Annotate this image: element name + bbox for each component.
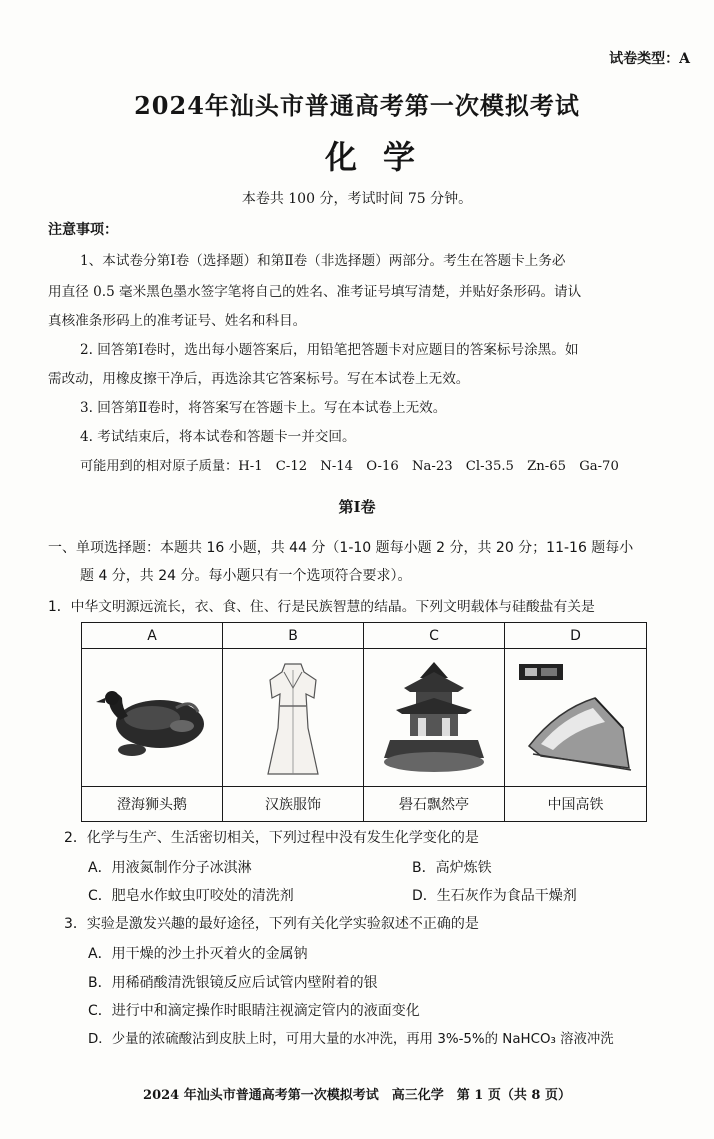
- q3-option-a: A．用干燥的沙土扑灭着火的金属钠: [88, 946, 308, 962]
- q2-option-b: B．高炉炼铁: [412, 860, 492, 876]
- option-letter-c: C: [364, 623, 505, 649]
- option-caption-b: 汉族服饰: [223, 787, 364, 821]
- notes-line: 1、本试卷分第Ⅰ卷（选择题）和第Ⅱ卷（非选择题）两部分。考生在答题卡上务必: [80, 253, 566, 269]
- notes-heading: 注意事项：: [48, 222, 118, 238]
- option-caption-d: 中国高铁: [547, 797, 604, 813]
- notes-line: 用直径 0.5 毫米黑色墨水签字笔将自己的姓名、准考证号填写清楚，并贴好条形码。请认: [48, 284, 582, 300]
- goose-image: [82, 649, 223, 787]
- q2-stem: 2．化学与生产、生活密切相关，下列过程中没有发生化学变化的是: [64, 830, 479, 846]
- notes-line: 真核准条形码上的准考证号、姓名和科目。: [48, 313, 307, 329]
- option-caption-c: 礐石飘然亭: [364, 787, 505, 821]
- train-image: [505, 649, 646, 787]
- option-letter-b: B: [223, 623, 364, 649]
- notes-line: 4. 考试结束后，将本试卷和答题卡一并交回。: [80, 429, 356, 445]
- goose-icon: [92, 668, 212, 768]
- atomic-mass-line: 可能用到的相对原子质量：H-1 C-12 N-14 O-16 Na-23 Cl-35.5 Zn-65 Ga-70: [80, 459, 619, 474]
- part1-title: 第Ⅰ卷: [338, 498, 376, 516]
- q2-option-c: C．肥皂水作蚊虫叮咬处的清洗剂: [88, 888, 294, 904]
- option-caption-a: 澄海狮头鹅: [82, 787, 223, 821]
- pavilion-image: [364, 649, 505, 787]
- robe-icon: [258, 658, 328, 778]
- q3-option-d: D．少量的浓硫酸沾到皮肤上时，可用大量的水冲洗，再用 3%-5%的 NaHCO₃ 溶液冲洗: [88, 1032, 614, 1047]
- notes-line: 2. 回答第Ⅰ卷时，选出每小题答案后，用铅笔把答题卡对应题目的答案标号涂黑。如: [80, 342, 579, 358]
- subject-title: 化学: [324, 138, 441, 176]
- section1-line: 题 4 分，共 24 分。每小题只有一个选项符合要求）。: [80, 568, 412, 584]
- q1-options-table: [81, 622, 647, 822]
- train-icon: [511, 658, 641, 778]
- q2-option-d: D．生石灰作为食品干燥剂: [412, 888, 577, 904]
- q1-stem: 1．中华文明源远流长，衣、食、住、行是民族智慧的结晶。下列文明载体与硅酸盐有关是: [48, 599, 595, 615]
- paper-type-label: 试卷类型：A: [609, 51, 690, 67]
- exam-info: 本卷共 100 分，考试时间 75 分钟。: [241, 191, 473, 207]
- pavilion-icon: [374, 658, 494, 778]
- q2-option-a: A．用液氮制作分子冰淇淋: [88, 860, 252, 876]
- section1-line: 一、单项选择题：本题共 16 小题，共 44 分（1-10 题每小题 2 分，共 20 分；11-16 题每小: [48, 540, 634, 556]
- q3-stem: 3．实验是激发兴趣的最好途径，下列有关化学实验叙述不正确的是: [64, 916, 479, 932]
- notes-line: 3. 回答第Ⅱ卷时，将答案写在答题卡上。写在本试卷上无效。: [80, 400, 447, 416]
- option-letter-d: D: [505, 623, 646, 649]
- page-footer: 2024 年汕头市普通高考第一次模拟考试 高三化学 第 1 页（共 8 页）: [143, 1088, 571, 1103]
- q3-option-c: C．进行中和滴定操作时眼睛注视滴定管内的液面变化: [88, 1003, 420, 1019]
- q3-option-b: B．用稀硝酸清洗银镜反应后试管内壁附着的银: [88, 975, 378, 991]
- notes-line: 需改动，用橡皮擦干净后，再选涂其它答案标号。写在本试卷上无效。: [48, 371, 470, 387]
- option-letter-a: A: [82, 623, 223, 649]
- exam-title: 2024年汕头市普通高考第一次模拟考试: [134, 91, 580, 120]
- robe-image: [223, 649, 364, 787]
